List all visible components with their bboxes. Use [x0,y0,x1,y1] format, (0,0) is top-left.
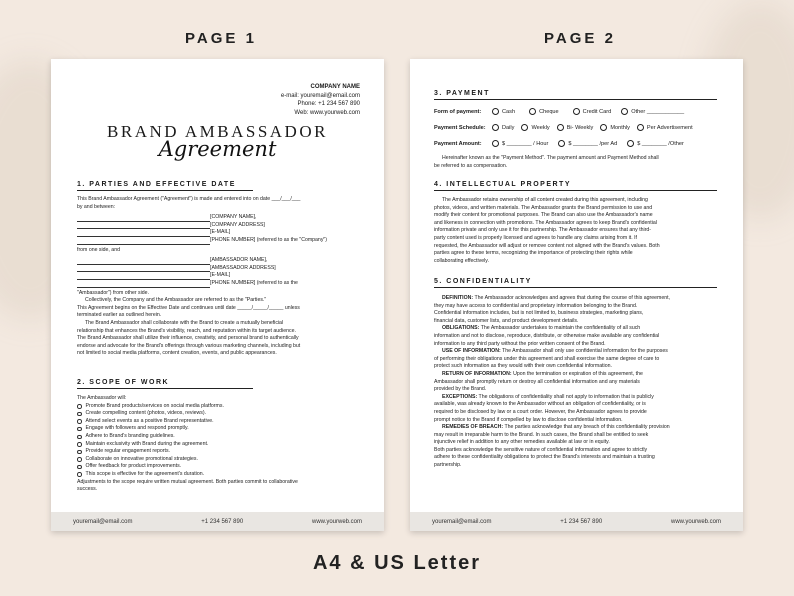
bullet-circle-icon [77,442,82,447]
use-text: protect such information as they would with their own confidential information. [434,363,612,370]
exceptions-text: required to be disclosed by law or a court order. However, the Ambassador agrees to provide [434,408,647,415]
option-label: Weekly [531,124,550,131]
remedies-text: Both parties acknowledge the sensitive nature of confidential information and agree to strictly [434,446,648,453]
option-label: $ ________ /per Ad [568,140,618,147]
scope-closing-2: success. [77,486,98,493]
company-field-row [77,214,367,222]
list-item-text: This scope is effective for the agreement's duration. [85,470,205,477]
company-field-row [77,222,367,230]
use-text: The Ambassador shall only use confidential information for the purposes [500,348,668,355]
company-name: COMPANY NAME [310,84,360,90]
radio-circle-icon [558,140,565,147]
exceptions-text: available, was already known to the Ambassador without an obligation of confidentiality, or is [434,401,646,408]
page1-label: PAGE 1 [185,30,257,47]
exceptions-text: The obligations of confidentiality shall not apply to information that is publicly [477,393,654,400]
list-item-text: Collaborate on innovative promotional strategies. [85,455,198,462]
remedies-text: may result in irreparable harm to the Brand. In such cases, the Brand shall be entitled to seek [434,431,649,438]
list-item-text: Provide regular engagement reports. [85,448,170,455]
list-item-text: Create compelling content (photos, videos, reviews). [85,410,207,417]
company-email: e-mail: youremail@email.com [280,92,360,99]
return-text: provided by the Brand. [434,386,487,393]
list-item [77,418,367,426]
payment-form-row [434,108,691,115]
exceptions-text: prompt notice to the Brand if compelled by law to disclose confidential information. [434,416,623,423]
option-label: Cash [502,108,516,115]
list-item [77,425,367,433]
obligations-key: OBLIGATIONS: [442,325,480,332]
page2-footer [410,512,743,531]
company-field-label: [PHONE NUMBER] (referred to as the "Company") [210,236,327,243]
definition-text: they may have access to confidential and proprietary information belonging to the Brand. [434,302,638,309]
schedule-option[interactable] [557,124,594,131]
return-text: Ambassador shall promptly return or destroy all confidential information and any materials [434,378,640,385]
schedule-option[interactable] [600,124,630,131]
ip-line: modify their content for promotional purposes. The Brand can also use the Ambassador's name [434,212,653,219]
remedies-text: partnership. [434,462,462,469]
company-field-row [77,237,367,245]
radio-circle-icon [492,140,499,147]
company-field-row [77,229,367,237]
company-field-label: [COMPANY ADDRESS] [210,221,265,228]
radio-circle-icon [600,124,607,131]
section3-heading: 3. PAYMENT [434,90,717,100]
scope-closing: Adjustments to the scope require written mutual agreement. Both parties commit to collaborative [77,478,298,485]
option-label: Other ____________ [631,108,685,115]
payment-amount-row [434,140,691,147]
radio-circle-icon [557,124,564,131]
radio-circle-icon [621,108,628,115]
list-item [77,463,367,471]
bullet-circle-icon [77,404,82,409]
company-phone: Phone: +1 234 567 890 [297,101,360,107]
footer-web: www.yourweb.com [670,518,721,525]
remedies-text: The parties acknowledge that any breach of this confidentiality provision [503,424,670,431]
document-title: BRAND AMBASSADOR [107,122,328,141]
bullet-circle-icon [77,465,82,470]
remedies-text: injunctive relief in addition to any other remedies available at law or in equity. [434,439,610,446]
radio-circle-icon [627,140,634,147]
use-key: USE OF INFORMATION: [442,348,501,355]
payment-option[interactable] [621,108,684,115]
return-key: RETURN OF INFORMATION: [442,370,512,377]
footer-email: youremail@email.com [432,518,492,525]
section5-body [434,295,726,470]
radio-circle-icon [529,108,536,115]
option-label: $ ________ /Other [637,140,684,147]
ip-line: requested, the Ambassador will adjust or remove content not aligned with the Brand's values. Both [434,242,660,249]
collectively-text: Collectively, the Company and the Ambassador are referred to as the "Parties." [85,297,267,304]
ambassador-other-side: "Ambassador") from other side. [77,289,150,296]
definition-text: Confidential information includes, but is not limited to, business strategies, marketing plans, [434,310,644,317]
bullet-circle-icon [77,427,82,432]
section1-heading: 1. PARTIES AND EFFECTIVE DATE [77,181,253,191]
document-subtitle: Agreement [158,137,277,161]
ambassador-field-label: [PHONE NUMBER] (referred to as the [210,279,298,286]
option-label: $ ________ / Hour [502,140,549,147]
page2-sheet [410,59,743,531]
list-item [77,471,367,479]
amount-option[interactable] [627,140,684,147]
term-text-2: terminated earlier as outlined herein. [77,312,162,319]
return-text: Upon the termination or expiration of this agreement, the [511,370,643,377]
option-label: Credit Card [582,108,612,115]
payment-note-line: be referred to as compensation. [434,162,508,169]
company-web: Web: www.yourweb.com [294,109,360,116]
collab-text: endorse and advocate for the Brand's offerings through various marketing channels, including but [77,342,301,349]
option-label: Cheque [539,108,559,115]
ambassador-field-label: [AMBASSADOR ADDRESS] [210,264,276,271]
collab-text: relationship that enhances the Brand's visibility, reach, and reputation within its target audience. [77,327,296,334]
section5-heading: 5. CONFIDENTIALITY [434,278,717,288]
company-block [281,83,360,117]
footer-email: youremail@email.com [73,518,133,525]
list-item-text: Promote Brand products/services on social media platforms. [85,402,224,409]
list-item-text: Attend select events as a positive Brand representative. [85,417,214,424]
ip-line: collaborating effectively. [434,257,489,264]
payment-note [434,155,724,170]
radio-circle-icon [521,124,528,131]
amount-option[interactable] [492,140,548,147]
payment-option[interactable] [529,108,559,115]
ip-line: and likeness in connection with promotions. The Ambassador agrees to keep Brand's confidential [434,219,657,226]
radio-circle-icon [492,108,499,115]
term-text: This Agreement begins on the Effective Date and continues until date _____/_____/_____ unless [77,304,300,311]
option-label: Bi- Weekly [566,124,594,131]
collab-text: The Brand Ambassador shall collaborate with the Brand to create a mutually beneficial [85,319,284,326]
ambassador-field-label: [AMBASSADOR NAME], [210,257,268,264]
ip-line: information private and only use it for this partnership. The Ambassador ensures that any third- [434,227,652,234]
section1-intro-2: by and between: [77,203,116,210]
section4-heading: 4. INTELLECTUAL PROPERTY [434,181,717,191]
ambassador-field-row [77,265,367,273]
radio-circle-icon [492,124,499,131]
collab-text: not limited to social media platforms, content creation, events, and public appearances. [77,350,277,357]
ip-line: parties agree to these terms, recognizing the importance of protecting their rights while [434,250,633,257]
list-item [77,403,367,411]
footer-phone: +1 234 567 890 [560,518,603,525]
bullet-circle-icon [77,450,82,455]
list-item-text: Adhere to Brand's branding guidelines. [85,432,175,439]
amount-option[interactable] [558,140,617,147]
section4-body [434,197,724,265]
section2-body [77,395,367,494]
obligations-text: The Ambassador undertakes to maintain the confidentiality of all such [479,325,641,332]
option-label: Monthly [610,124,630,131]
format-caption: A4 & US Letter [312,552,482,574]
page2-label: PAGE 2 [544,30,616,47]
definition-text: The Ambassador acknowledges and agrees that during the course of this agreement, [473,295,670,301]
ip-line: The Ambassador retains ownership of all content created during this agreement, including [442,197,648,203]
footer-phone: +1 234 567 890 [201,518,244,525]
ambassador-field-row [77,272,367,280]
section2-heading: 2. SCOPE OF WORK [77,379,253,389]
payment-option[interactable] [492,108,515,115]
payment-note-line: Hereinafter known as the "Payment Method". The payment amount and Payment Method shall [442,155,659,161]
radio-circle-icon [637,124,644,131]
list-item-text: Maintain exclusivity with Brand during the agreement. [85,440,209,447]
section1-body [77,196,367,358]
scope-list [77,403,367,479]
company-field-label: [E-MAIL] [210,229,231,236]
remedies-key: REMEDIES OF BREACH: [442,424,504,431]
definition-text: financial data, customer lists, and product development details. [434,317,579,324]
list-item [77,433,367,441]
scope-intro: The Ambassador will: [77,395,127,401]
list-item [77,410,367,418]
footer-web: www.yourweb.com [311,518,362,525]
remedies-text: adhere to these confidentiality obligations to protect the Brand's interests and maintain a trusting [434,454,655,461]
bullet-circle-icon [77,472,82,477]
collab-text: The Brand Ambassador shall utilize their influence, creativity, and personal brand to authentically [77,335,299,342]
option-label: Per Advertisement [646,124,693,131]
list-item [77,456,367,464]
payment-form-label: Form of payment: [434,108,482,115]
list-item-text: Offer feedback for product improvements. [85,463,182,470]
ambassador-field-row [77,257,367,265]
list-item [77,441,367,449]
page1-sheet [51,59,384,531]
bullet-circle-icon [77,412,82,417]
list-item-text: Engage with followers and respond promptly. [85,425,189,432]
obligations-text: information and not to disclose, reproduce, distribute, or otherwise make available any confidential [434,332,660,339]
ip-line: party content used is properly licensed and agrees to handle any claims arising from it. If [434,234,637,241]
schedule-option[interactable] [521,124,549,131]
ambassador-field-label: [E-MAIL] [210,272,231,279]
obligations-text: information to any third party without the prior written consent of the Brand. [434,340,606,347]
radio-circle-icon [573,108,580,115]
page1-footer [51,512,384,531]
payment-option[interactable] [573,108,612,115]
schedule-option[interactable] [492,124,514,131]
payment-amount-label: Payment Amount: [434,140,482,147]
option-label: Daily [502,124,515,131]
bullet-circle-icon [77,419,82,424]
payment-schedule-row [434,124,700,131]
ambassador-field-row [77,280,367,288]
section1-intro: This Brand Ambassador Agreement ("Agreement") is made and entered into on date ___/___/___ [77,196,301,202]
ip-line: photos, videos, and written materials. The Ambassador grants the Brand permission to use and [434,204,653,211]
use-text: of performing their obligations under this agreement and shall exercise the same degree of care to [434,355,660,362]
company-field-label: [COMPANY NAME], [210,214,257,221]
definition-key: DEFINITION: [442,295,474,301]
schedule-option[interactable] [637,124,693,131]
payment-schedule-label: Payment Schedule: [434,124,486,131]
from-one-side: from one side, and [77,246,120,253]
bullet-circle-icon [77,457,82,462]
exceptions-key: EXCEPTIONS: [442,393,478,400]
bullet-circle-icon [77,435,82,440]
list-item [77,448,367,456]
